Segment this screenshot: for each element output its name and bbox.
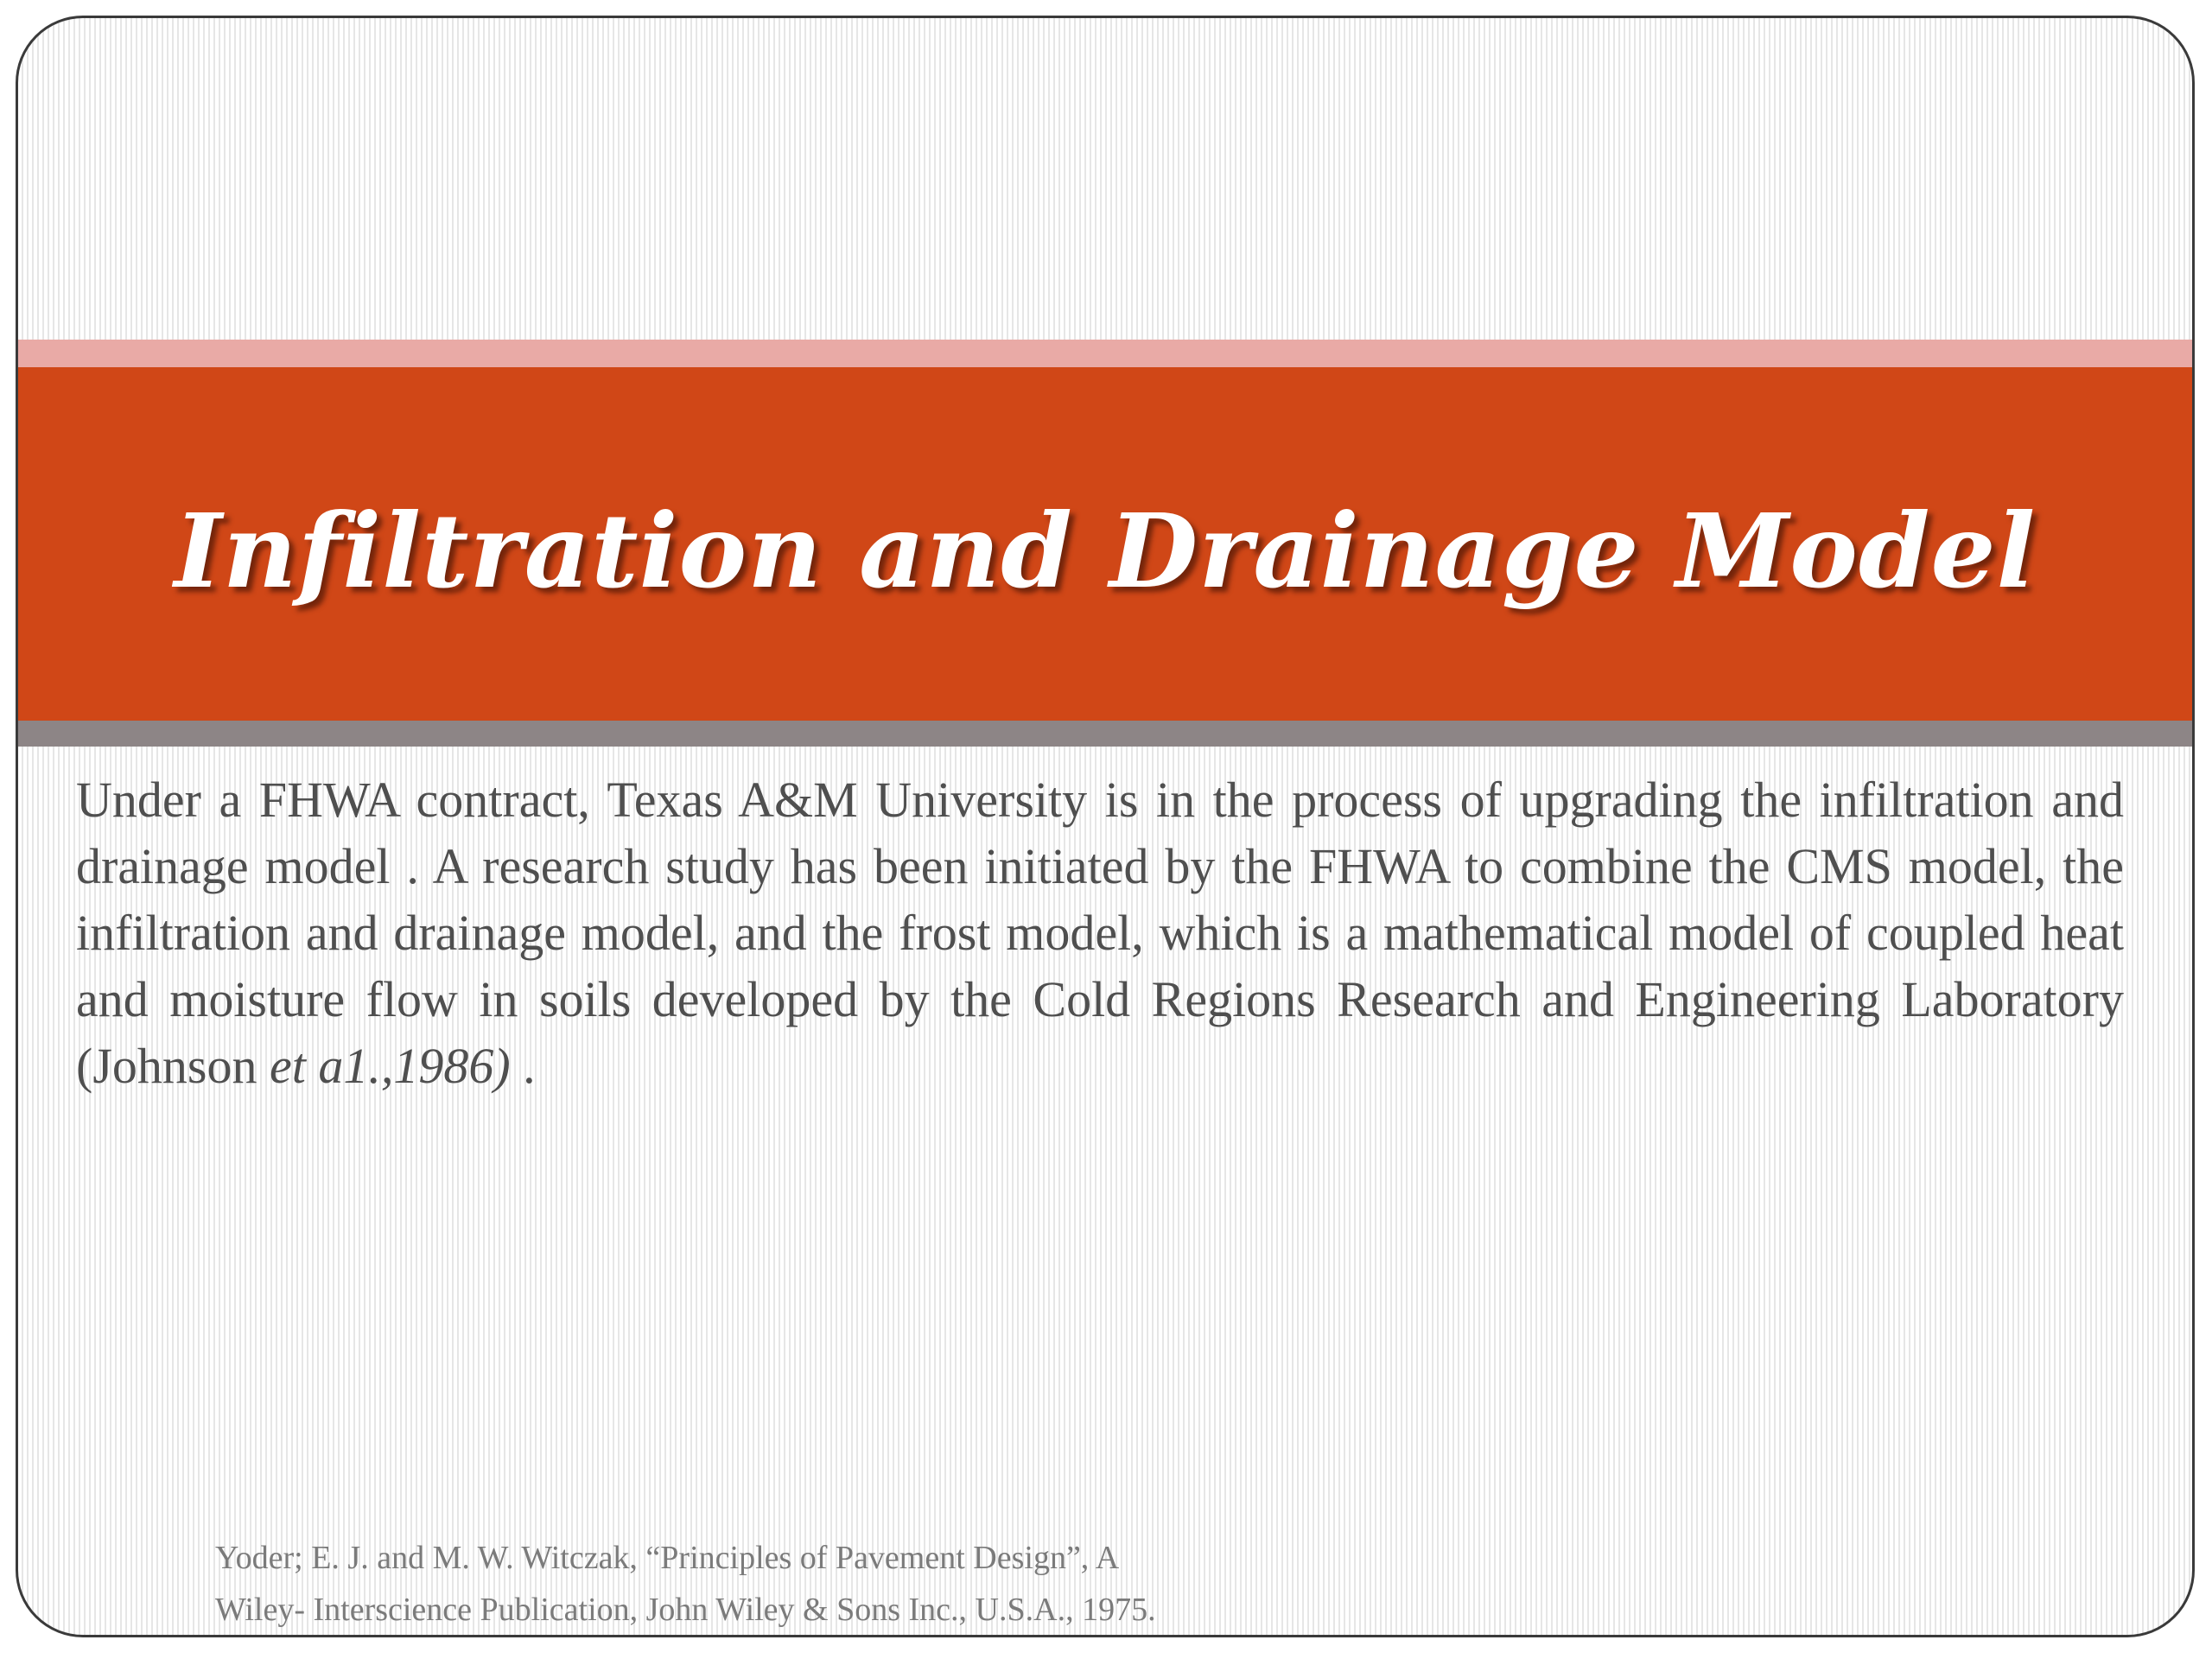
title-accent-strip-bottom bbox=[18, 721, 2192, 747]
reference-line-2: Wiley- Interscience Publication, John Wiley & Sons Inc., U.S.A., 1975. bbox=[215, 1592, 1156, 1628]
body-ending: . bbox=[510, 1038, 536, 1094]
title-accent-strip-top bbox=[18, 340, 2192, 367]
body-paragraph bbox=[76, 766, 2124, 1099]
slide bbox=[16, 16, 2195, 1637]
slide-title: Infiltration and Drainage Model bbox=[174, 490, 2037, 611]
reference-line-1: Yoder; E. J. and M. W. Witczak, “Principles of Pavement Design”, A bbox=[215, 1540, 1120, 1576]
body-citation: et a1.,1986) bbox=[269, 1038, 511, 1094]
reference-note bbox=[215, 1532, 1425, 1636]
title-band bbox=[18, 367, 2192, 734]
body-text: Under a FHWA contract, Texas A&M University is in the process of upgrading the infiltration and drainage model . A research study has been initiated by the FHWA to combine the CMS model, the infiltration and drainage model, and the frost model, which is a mathematical model of coupled heat and moisture flow in soils developed by the Cold Regions Research and Engineering Laboratory (Johnson bbox=[76, 772, 2124, 1094]
